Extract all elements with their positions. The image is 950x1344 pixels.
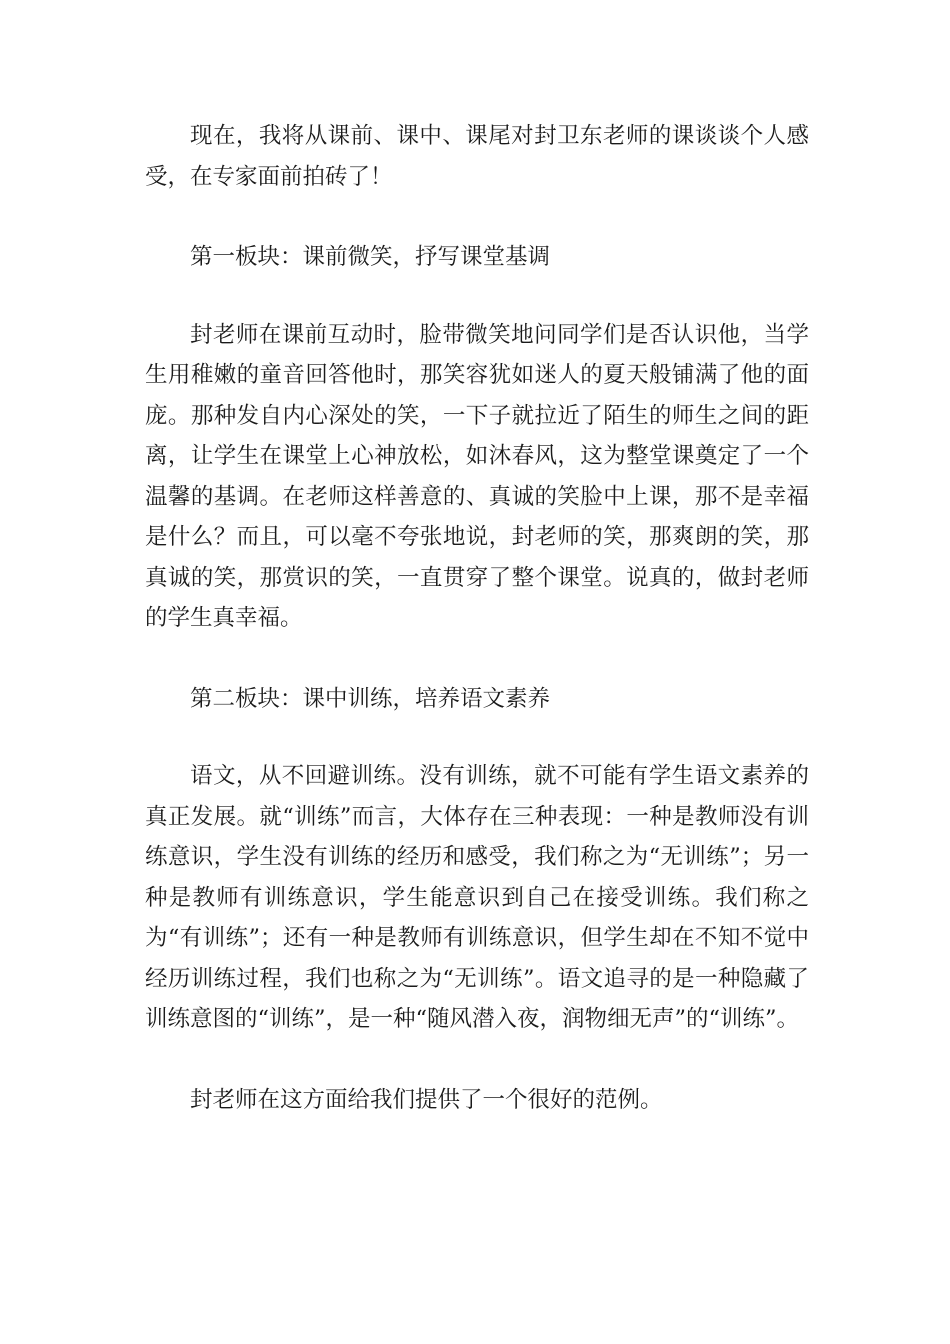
document-body: [145, 116, 809, 1160]
section-1-paragraph: 封老师在课前互动时，脸带微笑地问同学们是否认识他，当学生用稚嫩的童音回答他时，那笑容犹如迷人的夏天般铺满了他的面庞。那种发自内心深处的笑，一下子就拉近了陌生的师生之间的距离，让学生在课堂上心神放松，如沐春风，这为整堂课奠定了一个温馨的基调。在老师这样善意的、真诚的笑脸中上课，那不是幸福是什么？而且，可以毫不夸张地说，封老师的笑，那爽朗的笑，那真诚的笑，那赏识的笑，一直贯穿了整个课堂。说真的，做封老师的学生真幸福。: [145, 321, 809, 631]
closing-paragraph: 封老师在这方面给我们提供了一个很好的范例。: [190, 1086, 663, 1113]
intro-paragraph: 现在，我将从课前、课中、课尾对封卫东老师的课谈谈个人感受，在专家面前拍砖了！: [145, 123, 809, 190]
section-heading-2: 第二板块：课中训练，培养语文素养: [190, 685, 551, 712]
section-heading-1: 第一板块：课前微笑，抒写课堂基调: [190, 244, 551, 270]
section-2-paragraph: 语文，从不回避训练。没有训练，就不可能有学生语文素养的真正发展。就“训练”而言，大体存在三种表现：一种是教师没有训练意识，学生没有训练的经历和感受，我们称之为“无训练”；另一种是教师有训练意识，学生能意识到自己在接受训练。我们称之为“有训练”；还有一种是教师有训练意识，但学生却在不知不觉中经历训练过程，我们也称之为“无训练”。语文追寻的是一种隐藏了训练意图的“训练”，是一种“随风潜入夜，润物细无声”的“训练”。: [145, 763, 809, 1032]
